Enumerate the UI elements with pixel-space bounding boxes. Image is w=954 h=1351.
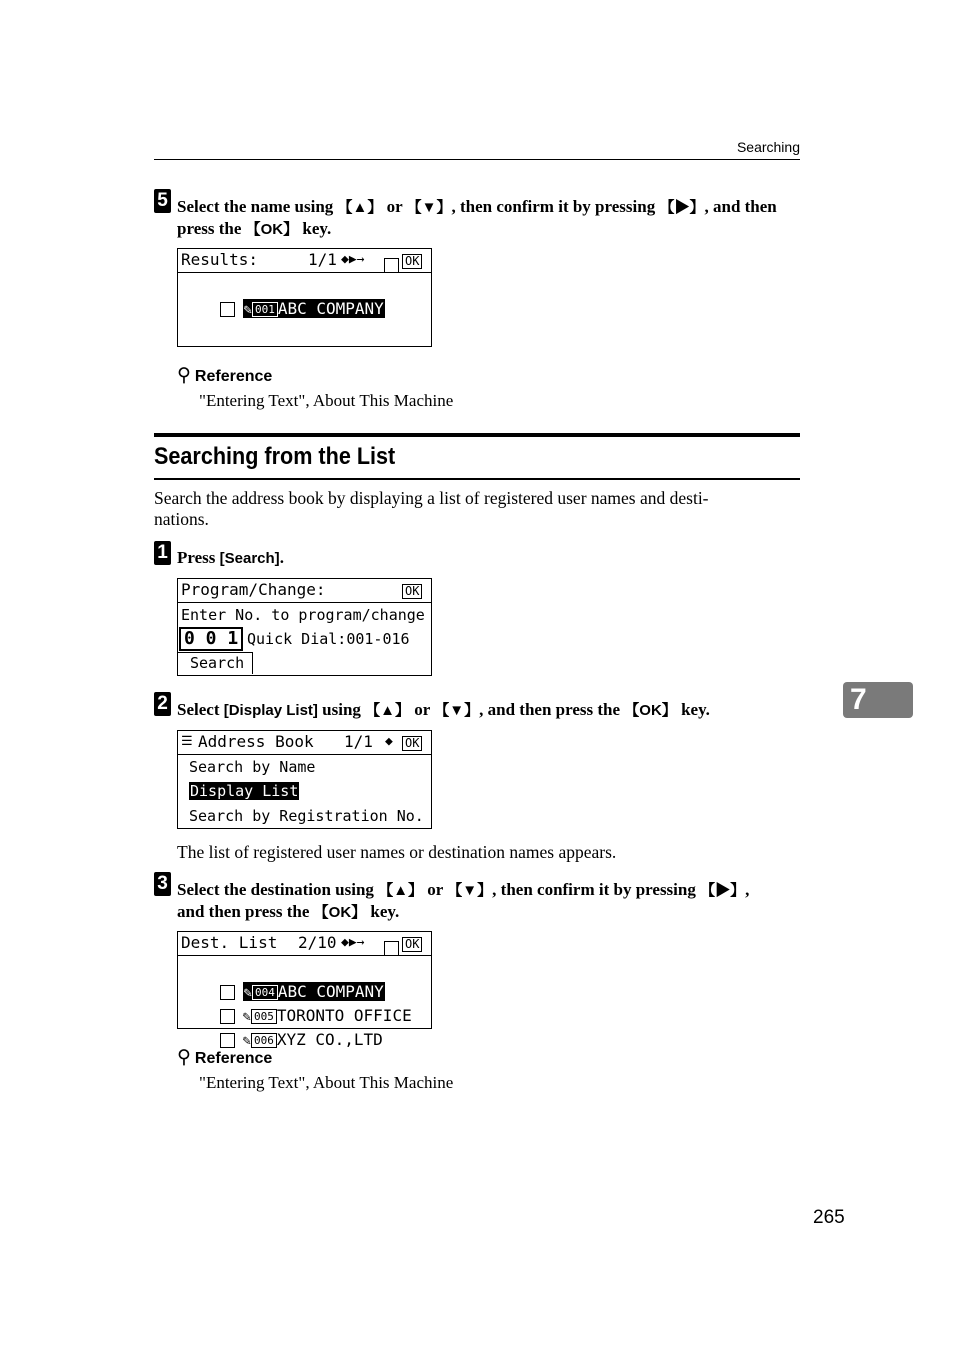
lcd-title: Dest. List	[181, 933, 278, 952]
step1-text-b: .	[279, 548, 284, 567]
entry-code: 001	[252, 302, 278, 317]
destination-icon: ✎	[242, 1033, 251, 1049]
lcd-page-count: 1/1	[344, 732, 373, 751]
lcd-ok-key[interactable]: OK	[402, 736, 422, 751]
key-right: 【▶】	[700, 882, 746, 899]
step2-text-b: using	[317, 700, 366, 719]
step5-or: or	[382, 197, 407, 216]
step3-text-c: ,	[745, 880, 750, 899]
lcd-prompt: Enter No. to program/change	[181, 606, 425, 624]
checkbox-icon[interactable]	[220, 302, 235, 317]
key-down: 【▼】	[406, 199, 452, 216]
key-right: 【▶】	[659, 199, 705, 216]
lcd-ok-key[interactable]: OK	[402, 937, 422, 952]
lcd-header	[178, 731, 431, 755]
step-number-2: 2	[154, 692, 171, 716]
entry-name: ABC COMPANY	[277, 982, 384, 1001]
section-bar	[154, 433, 800, 437]
step3-instruction	[177, 879, 807, 923]
magnifier-icon: ⚲	[177, 1047, 191, 1068]
key-up: 【▲】	[337, 199, 383, 216]
reference-block-2	[177, 1046, 272, 1069]
entry-code: 006	[251, 1033, 277, 1048]
lcd-title: Results:	[181, 250, 259, 269]
reference-title: Reference	[194, 368, 273, 385]
step3-text-b: , then confirm it by pressing	[492, 880, 701, 899]
destination-icon: ✎	[242, 1009, 251, 1025]
entry-name: TORONTO OFFICE	[276, 1006, 412, 1025]
menu-item-search-by-registration[interactable]: Search by Registration No.	[189, 807, 424, 825]
step3-text: Select the destination using	[177, 880, 379, 899]
key-down: 【▼】	[447, 882, 493, 899]
step5-instruction	[177, 196, 807, 240]
lcd-results-screen	[177, 248, 432, 347]
step5-text-c: , and then	[704, 197, 777, 216]
dial-number-input[interactable]: 0 0 1	[179, 627, 243, 651]
step5-text-b: , then confirm it by pressing	[451, 197, 660, 216]
quick-dial-range: Quick Dial:001-016	[247, 630, 410, 648]
entry-code: 004	[252, 985, 278, 1000]
key-ok: 【OK】	[245, 221, 299, 238]
chapter-tab: 7	[843, 682, 913, 718]
step2-text-c: , and then press the	[479, 700, 625, 719]
step-number-3: 3	[154, 872, 171, 896]
entry-name: XYZ CO.,LTD	[276, 1030, 383, 1049]
step-number-1: 1	[154, 541, 171, 565]
lcd-header	[178, 249, 431, 273]
section-intro	[154, 488, 804, 530]
magnifier-icon: ⚲	[177, 365, 191, 386]
reference-body: "Entering Text", About This Machine	[199, 391, 454, 410]
step3-or: or	[423, 880, 448, 899]
lcd-ok-key[interactable]: OK	[402, 584, 422, 599]
checkbox-icon	[384, 941, 399, 956]
intro-line-1: Search the address book by displaying a list of registered user names and desti-	[154, 488, 709, 508]
step5-text-e: key.	[298, 219, 332, 238]
step2-text: Select	[177, 700, 224, 719]
menu-item-search-by-name[interactable]: Search by Name	[189, 758, 316, 776]
step2-or: or	[410, 700, 435, 719]
address-book-icon: ☰	[181, 734, 193, 749]
running-head: Searching	[736, 139, 800, 155]
lcd-title: Program/Change:	[181, 580, 326, 599]
step-number-5: 5	[154, 189, 171, 213]
section-title: Searching from the List	[154, 443, 396, 470]
key-ok: 【OK】	[624, 702, 677, 719]
lcd-dest-list-screen	[177, 931, 432, 1049]
key-up: 【▲】	[378, 882, 424, 899]
lcd-page-count: 1/1	[308, 250, 337, 269]
nav-arrows-icon: ◆▶→	[341, 252, 365, 267]
lcd-list-item[interactable]	[181, 273, 385, 346]
page-number: 265	[813, 1207, 845, 1228]
step3-text-d: and then press the	[177, 902, 314, 921]
lcd-header	[178, 932, 431, 956]
step1-text: Press	[177, 548, 220, 567]
display-list-ref: [Display List]	[223, 702, 318, 719]
step1-instruction	[177, 547, 284, 569]
lcd-page-count: 2/10	[298, 933, 337, 952]
header-rule	[154, 159, 800, 160]
step2-note: The list of registered user names or destination names appears.	[177, 842, 617, 862]
search-button-ref: [Search]	[219, 550, 280, 567]
menu-item-display-list[interactable]: Display List	[190, 782, 299, 800]
key-up: 【▲】	[365, 702, 411, 719]
step3-text-e: key.	[366, 902, 400, 921]
lcd-title: Address Book	[198, 732, 314, 751]
step5-text-d: press the	[177, 219, 246, 238]
reference-block-1	[177, 364, 272, 387]
up-down-arrow-icon: ◆	[385, 734, 393, 749]
step5-text: Select the name using	[177, 197, 338, 216]
lcd-ok-key[interactable]: OK	[402, 254, 422, 269]
entry-name: ABC COMPANY	[277, 299, 384, 318]
step2-text-d: key.	[676, 700, 710, 719]
lcd-header	[178, 579, 431, 603]
section-rule	[154, 478, 800, 480]
search-tab[interactable]: Search	[178, 652, 253, 674]
destination-icon: ✎	[243, 302, 252, 318]
step2-instruction	[177, 699, 807, 721]
nav-arrows-icon: ◆▶→	[341, 935, 365, 950]
intro-line-2: nations.	[154, 509, 209, 529]
lcd-address-book-screen	[177, 730, 432, 829]
checkbox-icon	[384, 258, 399, 273]
key-ok: 【OK】	[313, 904, 367, 921]
reference-title: Reference	[194, 1050, 273, 1067]
lcd-program-change-screen	[177, 578, 432, 676]
reference-body: "Entering Text", About This Machine	[199, 1073, 454, 1092]
key-down: 【▼】	[434, 702, 480, 719]
destination-icon: ✎	[243, 985, 252, 1001]
entry-code: 005	[251, 1009, 277, 1024]
